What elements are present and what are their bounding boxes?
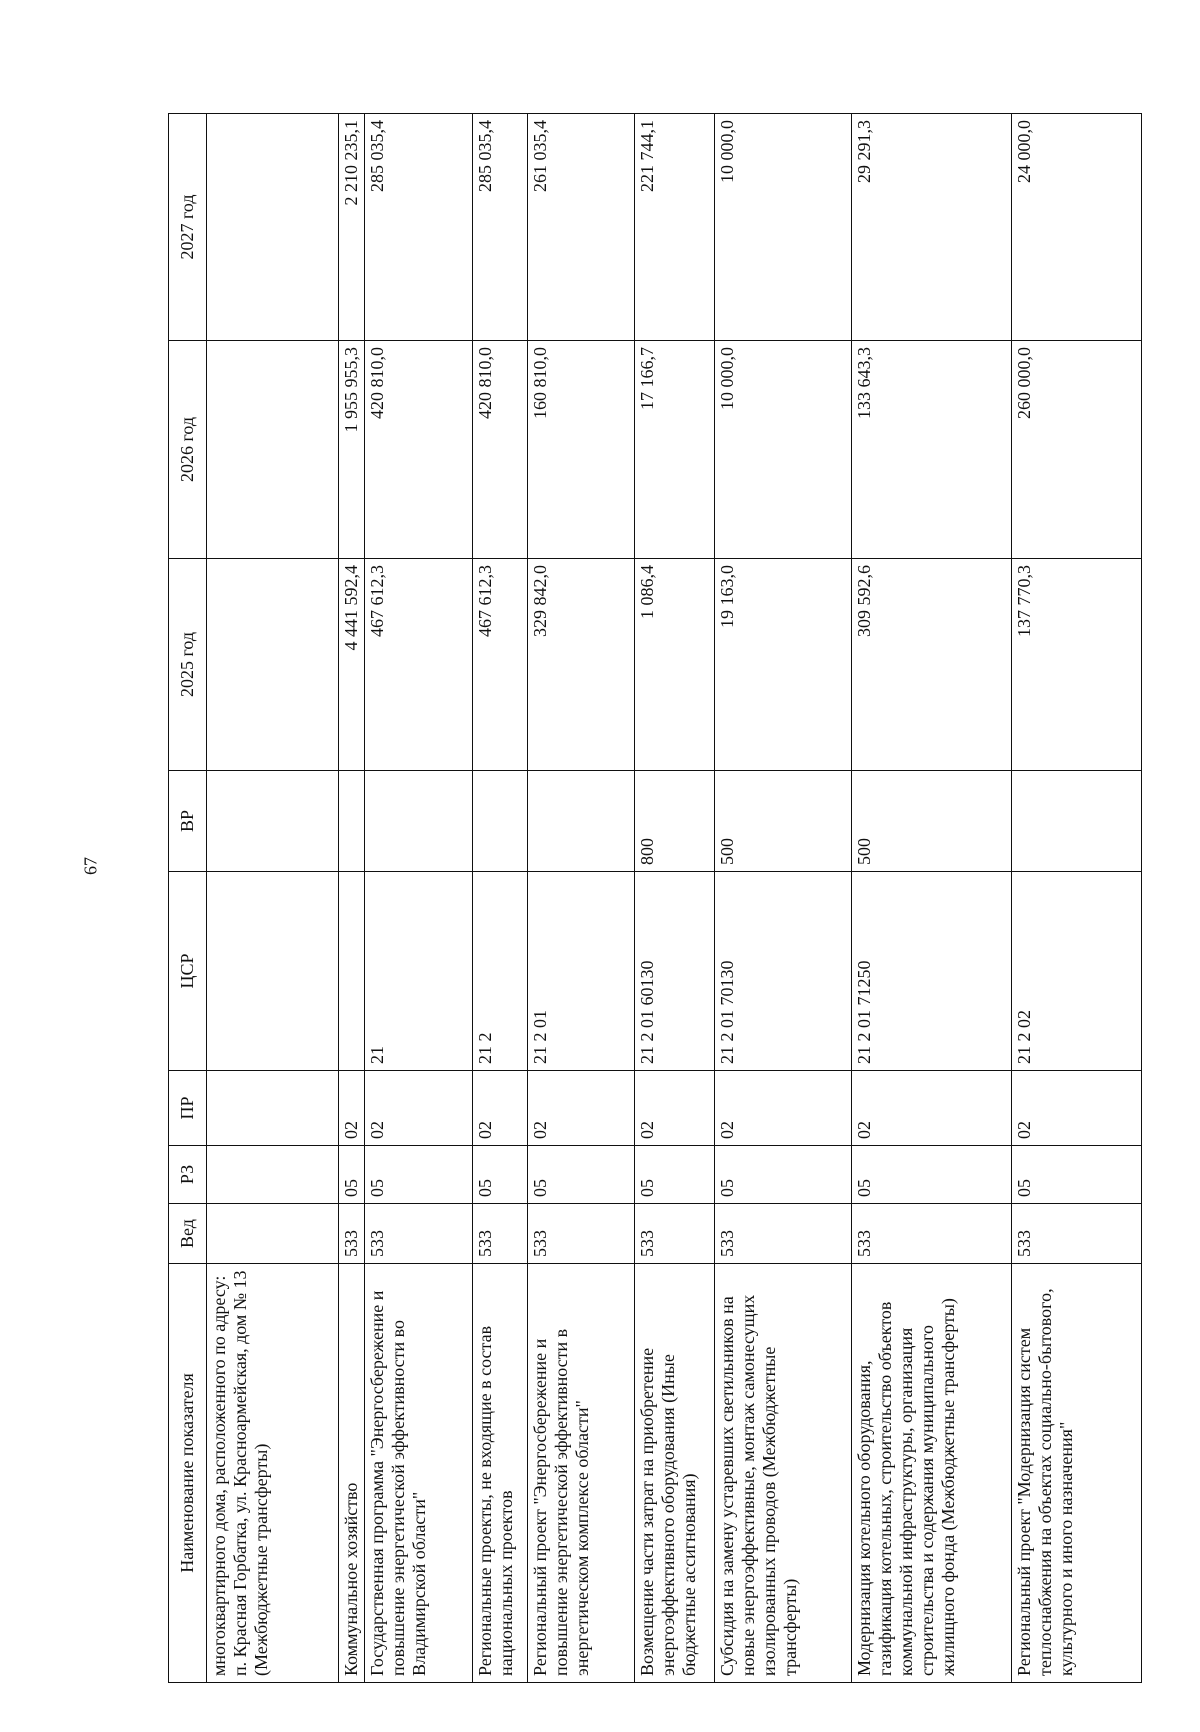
row-ved: 533 xyxy=(473,1204,528,1264)
row-name: Региональные проекты, не входящие в состав национальных проектов xyxy=(473,1264,528,1683)
row-ved: 533 xyxy=(528,1204,635,1264)
row-vr xyxy=(473,771,528,872)
table-row xyxy=(1012,114,1142,1683)
row-ved: 533 xyxy=(339,1204,365,1264)
row-2026: 160 810,0 xyxy=(528,341,635,559)
row-2026: 10 000,0 xyxy=(715,341,852,559)
row-pr: 02 xyxy=(339,1071,365,1146)
header-pr: ПР xyxy=(169,1071,207,1146)
table-row xyxy=(715,114,852,1683)
row-vr: 500 xyxy=(715,771,852,872)
row-vr xyxy=(339,771,365,872)
row-rz: 05 xyxy=(473,1146,528,1204)
row-pr: 02 xyxy=(528,1071,635,1146)
row-rz xyxy=(207,1146,339,1204)
header-2025: 2025 год xyxy=(169,559,207,771)
row-rz: 05 xyxy=(852,1146,1012,1204)
row-2025: 4 441 592,4 xyxy=(339,559,365,771)
row-2027: 24 000,0 xyxy=(1012,114,1142,341)
row-ved: 533 xyxy=(635,1204,715,1264)
row-2025: 1 086,4 xyxy=(635,559,715,771)
row-csr xyxy=(207,872,339,1071)
row-2025: 137 770,3 xyxy=(1012,559,1142,771)
row-vr xyxy=(1012,771,1142,872)
rotated-page-content xyxy=(168,114,1140,1683)
row-2025: 19 163,0 xyxy=(715,559,852,771)
header-csr: ЦСР xyxy=(169,872,207,1071)
row-ved xyxy=(207,1204,339,1264)
row-2027: 29 291,3 xyxy=(852,114,1012,341)
row-name: многоквартирного дома, расположенного по адресу: п. Красная Горбатка, ул. Красноармейская, дом № 13 (Межбюджетные трансферты) xyxy=(207,1264,339,1683)
row-2027: 10 000,0 xyxy=(715,114,852,341)
row-2025: 309 592,6 xyxy=(852,559,1012,771)
row-2025: 467 612,3 xyxy=(365,559,473,771)
row-2027: 2 210 235,1 xyxy=(339,114,365,341)
table-row xyxy=(635,114,715,1683)
row-rz: 05 xyxy=(635,1146,715,1204)
row-csr: 21 xyxy=(365,872,473,1071)
row-name: Модернизация котельного оборудования, газификация котельных, строительство объектов коммунальной инфраструктуры, организация строительства и содержания муниципального жилищного фонда (Межбюджетные трансферты) xyxy=(852,1264,1012,1683)
table-row xyxy=(473,114,528,1683)
row-csr: 21 2 02 xyxy=(1012,872,1142,1071)
header-rz: РЗ xyxy=(169,1146,207,1204)
row-2027 xyxy=(207,114,339,341)
row-vr: 800 xyxy=(635,771,715,872)
row-csr: 21 2 01 71250 xyxy=(852,872,1012,1071)
row-2025: 329 842,0 xyxy=(528,559,635,771)
row-2026: 133 643,3 xyxy=(852,341,1012,559)
row-rz: 05 xyxy=(715,1146,852,1204)
row-rz: 05 xyxy=(339,1146,365,1204)
budget-table xyxy=(168,113,1142,1683)
header-2027: 2027 год xyxy=(169,114,207,341)
row-name: Региональный проект "Энергосбережение и повышение энергетической эффективности в энергетическом комплексе области" xyxy=(528,1264,635,1683)
row-csr xyxy=(339,872,365,1071)
row-pr xyxy=(207,1071,339,1146)
row-pr: 02 xyxy=(1012,1071,1142,1146)
row-2026: 420 810,0 xyxy=(473,341,528,559)
row-rz: 05 xyxy=(1012,1146,1142,1204)
row-2027: 261 035,4 xyxy=(528,114,635,341)
row-2025: 467 612,3 xyxy=(473,559,528,771)
row-csr: 21 2 01 70130 xyxy=(715,872,852,1071)
row-2027: 285 035,4 xyxy=(365,114,473,341)
row-2026: 260 000,0 xyxy=(1012,341,1142,559)
row-ved: 533 xyxy=(1012,1204,1142,1264)
header-vr: ВР xyxy=(169,771,207,872)
header-ved: Вед xyxy=(169,1204,207,1264)
row-rz: 05 xyxy=(365,1146,473,1204)
row-vr: 500 xyxy=(852,771,1012,872)
row-csr: 21 2 01 xyxy=(528,872,635,1071)
table-row xyxy=(528,114,635,1683)
table-row xyxy=(852,114,1012,1683)
row-rz: 05 xyxy=(528,1146,635,1204)
row-2027: 221 744,1 xyxy=(635,114,715,341)
table-row xyxy=(207,114,339,1683)
row-name: Региональный проект "Модернизация систем теплоснабжения на объектах социально-бытового, культурного и иного назначения" xyxy=(1012,1264,1142,1683)
row-2026: 17 166,7 xyxy=(635,341,715,559)
row-ved: 533 xyxy=(365,1204,473,1264)
header-name: Наименование показателя xyxy=(169,1264,207,1683)
table-row xyxy=(339,114,365,1683)
table-row xyxy=(365,114,473,1683)
row-pr: 02 xyxy=(365,1071,473,1146)
row-name: Субсидия на замену устаревших светильников на новые энергоэффективные, монтаж самонесущих изолированных проводов (Межбюджетные трансферты) xyxy=(715,1264,852,1683)
row-name: Государственная программа "Энергосбережение и повышение энергетической эффективности во Владимирской области" xyxy=(365,1264,473,1683)
row-2026 xyxy=(207,341,339,559)
row-csr: 21 2 xyxy=(473,872,528,1071)
table-header-row xyxy=(169,114,207,1683)
row-pr: 02 xyxy=(473,1071,528,1146)
row-2026: 420 810,0 xyxy=(365,341,473,559)
row-csr: 21 2 01 60130 xyxy=(635,872,715,1071)
row-pr: 02 xyxy=(852,1071,1012,1146)
row-ved: 533 xyxy=(852,1204,1012,1264)
header-2026: 2026 год xyxy=(169,341,207,559)
row-vr xyxy=(207,771,339,872)
row-name: Возмещение части затрат на приобретение энергоэффективного оборудования (Иные бюджетные ассигнования) xyxy=(635,1264,715,1683)
row-2027: 285 035,4 xyxy=(473,114,528,341)
row-name: Коммунальное хозяйство xyxy=(339,1264,365,1683)
row-2026: 1 955 955,3 xyxy=(339,341,365,559)
row-pr: 02 xyxy=(635,1071,715,1146)
row-2025 xyxy=(207,559,339,771)
row-pr: 02 xyxy=(715,1071,852,1146)
row-vr xyxy=(365,771,473,872)
row-ved: 533 xyxy=(715,1204,852,1264)
row-vr xyxy=(528,771,635,872)
page-number: 67 xyxy=(80,857,101,875)
